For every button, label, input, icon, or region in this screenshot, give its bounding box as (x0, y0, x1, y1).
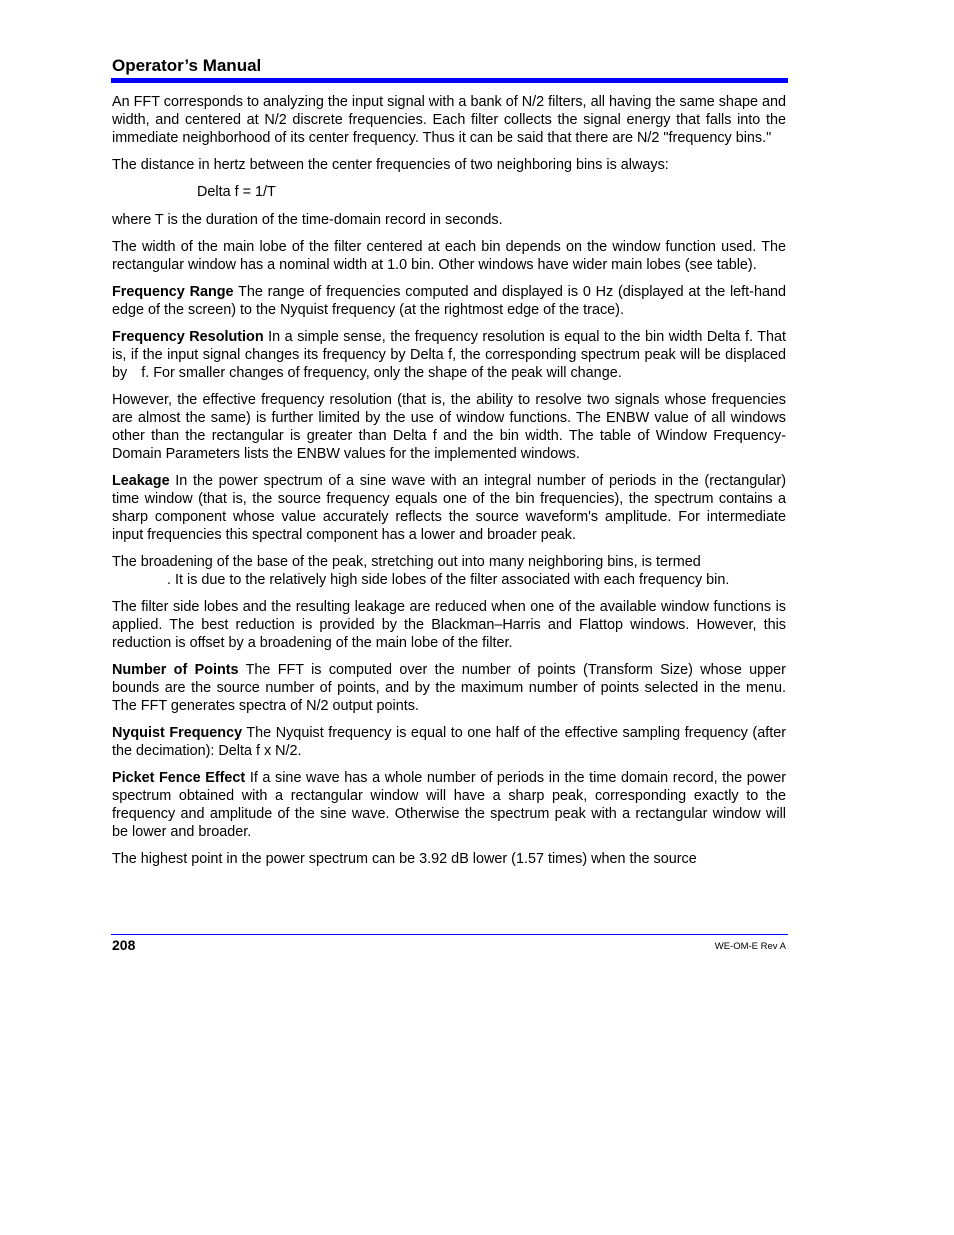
paragraph-number-of-points (112, 661, 786, 715)
term-frequency-range: Frequency Range (112, 284, 234, 300)
paragraph-frequency-resolution (112, 328, 786, 382)
paragraph-fft-filters: An FFT corresponds to analyzing the input signal with a bank of N/2 filters, all having the same shape and width, and centered at N/2 discrete frequencies. Each filter collects the signal energy that falls into the immediate neighborhood of its center frequency. Thus it can be said that there are N/2 "frequency bins." (112, 94, 786, 146)
paragraph-duration: where T is the duration of the time-domain record in seconds. (112, 212, 503, 228)
term-frequency-resolution: Frequency Resolution (112, 329, 264, 345)
text-picket-fence: If a sine wave has a whole number of periods in the time domain record, the power spectrum obtained with a rectangular window will have a sharp peak, corresponding exactly to the frequency and amplitude of the sine wave. Otherwise the spectrum peak with a rectangular window will be lower and broader. (112, 770, 786, 840)
paragraph-nyquist (112, 724, 786, 760)
paragraph-side-lobes: The filter side lobes and the resulting leakage are reduced when one of the available window functions is applied. The best reduction is provided by the Blackman–Harris and Flattop windows. However, this reduction is offset by a broadening of the main lobe of the filter. (112, 599, 786, 651)
term-nyquist: Nyquist Frequency (112, 725, 243, 741)
term-picket-fence: Picket Fence Effect (112, 770, 246, 786)
paragraph-leakage (112, 472, 786, 544)
paragraph-effective-resolution: However, the effective frequency resolution (that is, the ability to resolve two signals whose frequencies are almost the same) is further limited by the use of window functions. The ENBW value of all windows other than the rectangular is greater than Delta f and the bin width. The table of Window Frequency-Domain Parameters lists the ENBW values for the implemented windows. (112, 392, 786, 462)
document-id: WE-OM-E Rev A (714, 941, 786, 952)
paragraph-frequency-range (112, 283, 786, 319)
formula-delta-f: Delta f = 1/T (197, 184, 276, 200)
text-leakage: In the power spectrum of a sine wave with an integral number of periods in the (rectangular) time window (that is, the source frequency equals one of the bin frequencies), the spectrum contains a sharp component whose value accurately reflects the source waveform's amplitude. For intermediate input frequencies this spectral component has a lower and broader peak. (112, 473, 786, 543)
text-nyquist: The Nyquist frequency is equal to one half of the effective sampling frequency (after the decimation): Delta f x N/2. (112, 725, 786, 759)
page-number: 208 (112, 937, 136, 953)
header-rule (111, 78, 788, 83)
text-frequency-resolution: In a simple sense, the frequency resolution is equal to the bin width Delta f. That is, if the input signal changes its frequency by Delta f, the corresponding spectrum peak will be displaced by (112, 329, 786, 381)
footer-rule (111, 934, 788, 935)
text-broadening-2: . It is due to the relatively high side lobes of the filter associated with each frequency bin. (167, 572, 730, 588)
text-frequency-resolution-2: f. For smaller changes of frequency, only the shape of the peak will change. (141, 365, 622, 381)
term-leakage: Leakage (112, 473, 170, 489)
paragraph-picket-fence (112, 769, 786, 841)
text-frequency-range: The range of frequencies computed and displayed is 0 Hz (displayed at the left-hand edge of the screen) to the Nyquist frequency (at the rightmost edge of the trace). (112, 284, 786, 318)
text-number-of-points: The FFT is computed over the number of points (Transform Size) whose upper bounds are the source number of points, and by the maximum number of points selected in the menu. The FFT generates spectra of N/2 output points. (112, 662, 786, 714)
paragraph-main-lobe: The width of the main lobe of the filter centered at each bin depends on the window function used. The rectangular window has a nominal width at 1.0 bin. Other windows have wider main lobes (see table). (112, 239, 786, 273)
paragraph-bin-distance: The distance in hertz between the center frequencies of two neighboring bins is always: (112, 157, 669, 173)
body-content (112, 93, 786, 877)
paragraph-highest-point: The highest point in the power spectrum can be 3.92 dB lower (1.57 times) when the source (112, 851, 697, 867)
page-header-title: Operator’s Manual (112, 56, 262, 75)
text-broadening-1: The broadening of the base of the peak, stretching out into many neighboring bins, is termed (112, 554, 701, 570)
paragraph-broadening (112, 553, 786, 589)
term-number-of-points: Number of Points (112, 662, 239, 678)
